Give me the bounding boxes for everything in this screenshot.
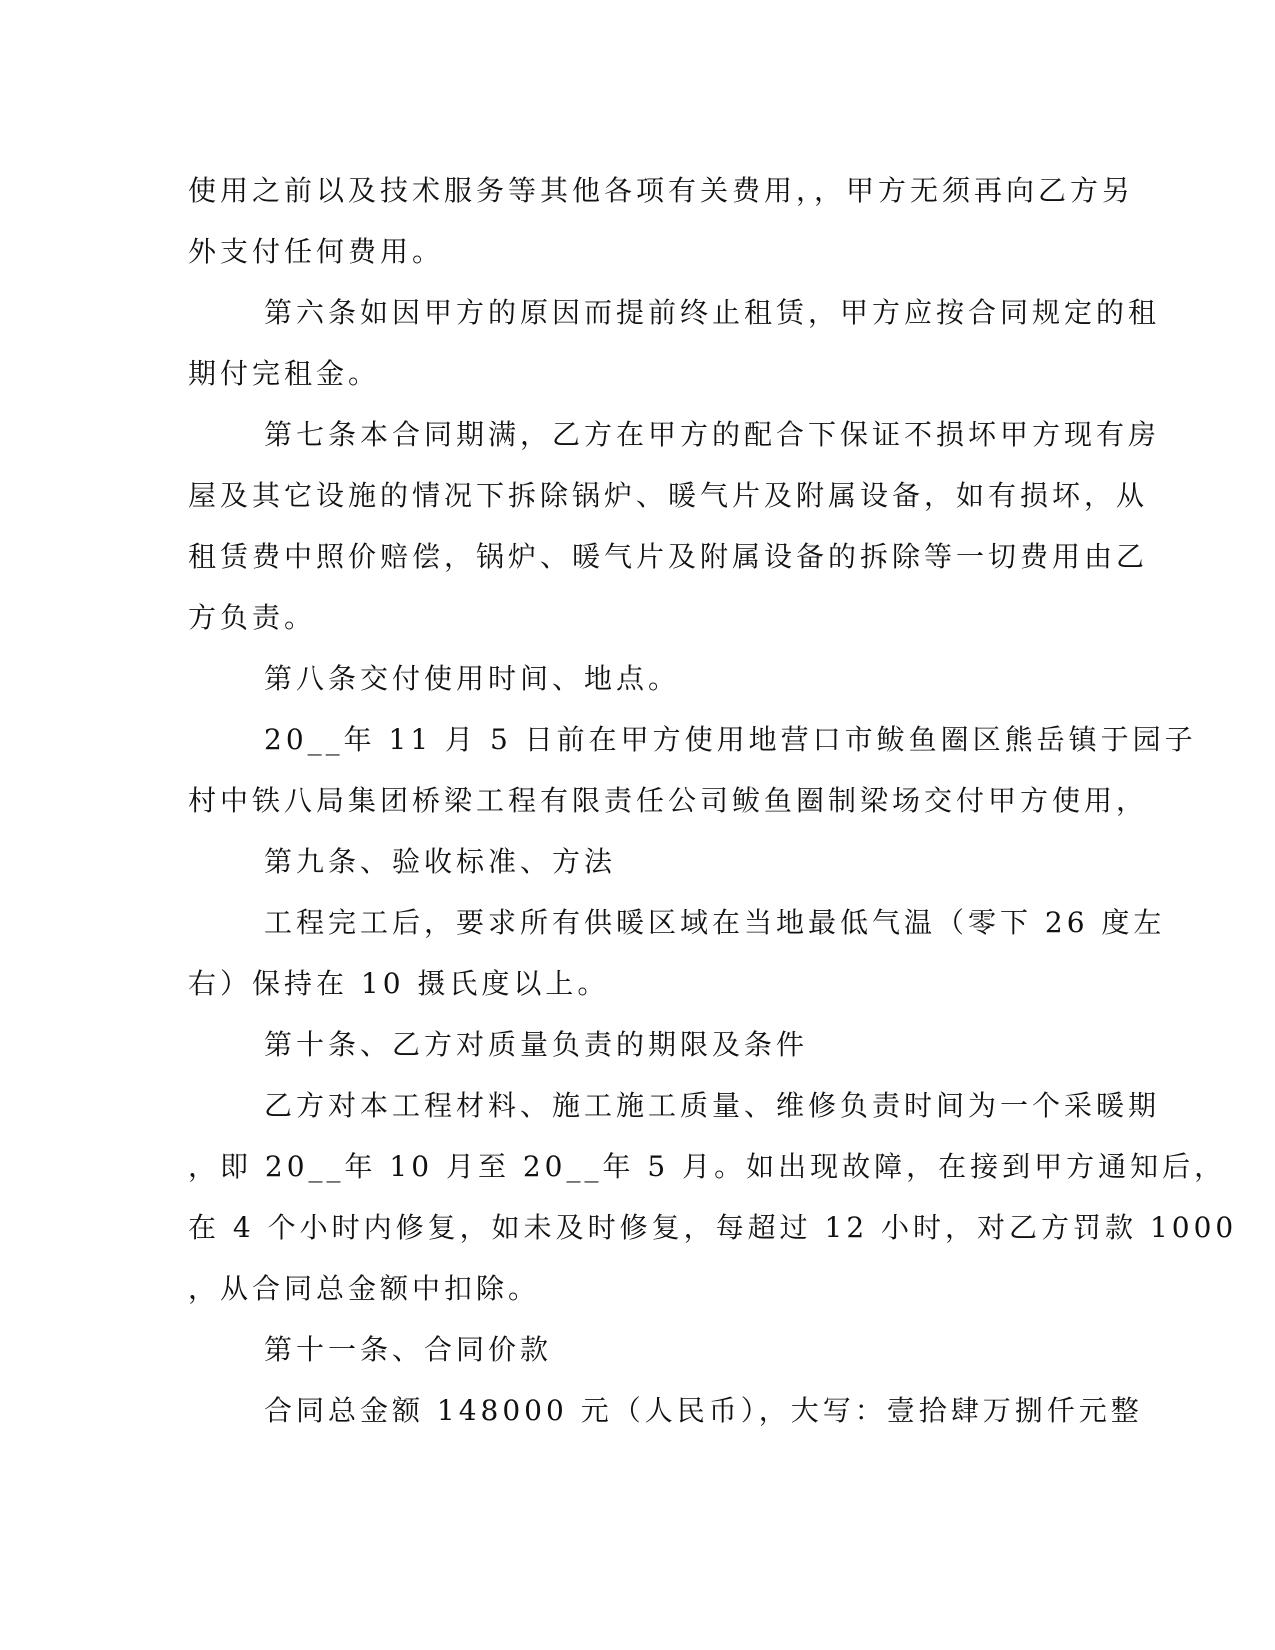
text-line: 工程完工后，要求所有供暖区域在当地最低气温（零下 26 度左: [264, 906, 1166, 939]
document-body: [188, 160, 1238, 1441]
article-9-heading: 第九条、验收标准、方法: [264, 845, 617, 878]
article-7-heading: 第七条本合同期满，乙方在甲方的配合下保证不损坏甲方现有房: [264, 418, 1161, 451]
text-line: 村中铁八局集团桥梁工程有限责任公司鲅鱼圈制梁场交付甲方使用，: [188, 784, 1149, 817]
text-line: 右）保持在 10 摄氏度以上。: [188, 967, 610, 1000]
article-8-heading: 第八条交付使用时间、地点。: [264, 662, 681, 695]
text-line: 20__年 11 月 5 日前在甲方使用地营口市鲅鱼圈区熊岳镇于园子: [264, 723, 1197, 756]
text-line: ，即 20__年 10 月至 20__年 5 月。如出现故障，在接到甲方通知后，: [188, 1150, 1227, 1183]
text-line: 方负责。: [188, 601, 317, 634]
text-line: 租赁费中照价赔偿，锅炉、暖气片及附属设备的拆除等一切费用由乙: [188, 540, 1149, 573]
text-line: 屋及其它设施的情况下拆除锅炉、暖气片及附属设备，如有损坏，从: [188, 479, 1149, 512]
text-line: 在 4 个小时内修复，如未及时修复，每超过 12 小时，对乙方罚款 1000: [188, 1211, 1238, 1244]
text-line: 乙方对本工程材料、施工施工质量、维修负责时间为一个采暖期: [264, 1089, 1161, 1122]
text-line: 外支付任何费用。: [188, 235, 445, 268]
article-11-heading: 第十一条、合同价款: [264, 1333, 553, 1366]
text-line: 使用之前以及技术服务等其他各项有关费用，，甲方无须再向乙方另: [188, 174, 1135, 207]
text-line: 合同总金额 148000 元（人民币），大写：壹拾肆万捌仟元整: [264, 1394, 1143, 1427]
article-6-heading: 第六条如因甲方的原因而提前终止租赁，甲方应按合同规定的租: [264, 296, 1161, 329]
text-line: 期付完租金。: [188, 357, 381, 390]
article-10-heading: 第十条、乙方对质量负责的期限及条件: [264, 1028, 809, 1061]
text-line: ，从合同总金额中扣除。: [188, 1272, 541, 1305]
